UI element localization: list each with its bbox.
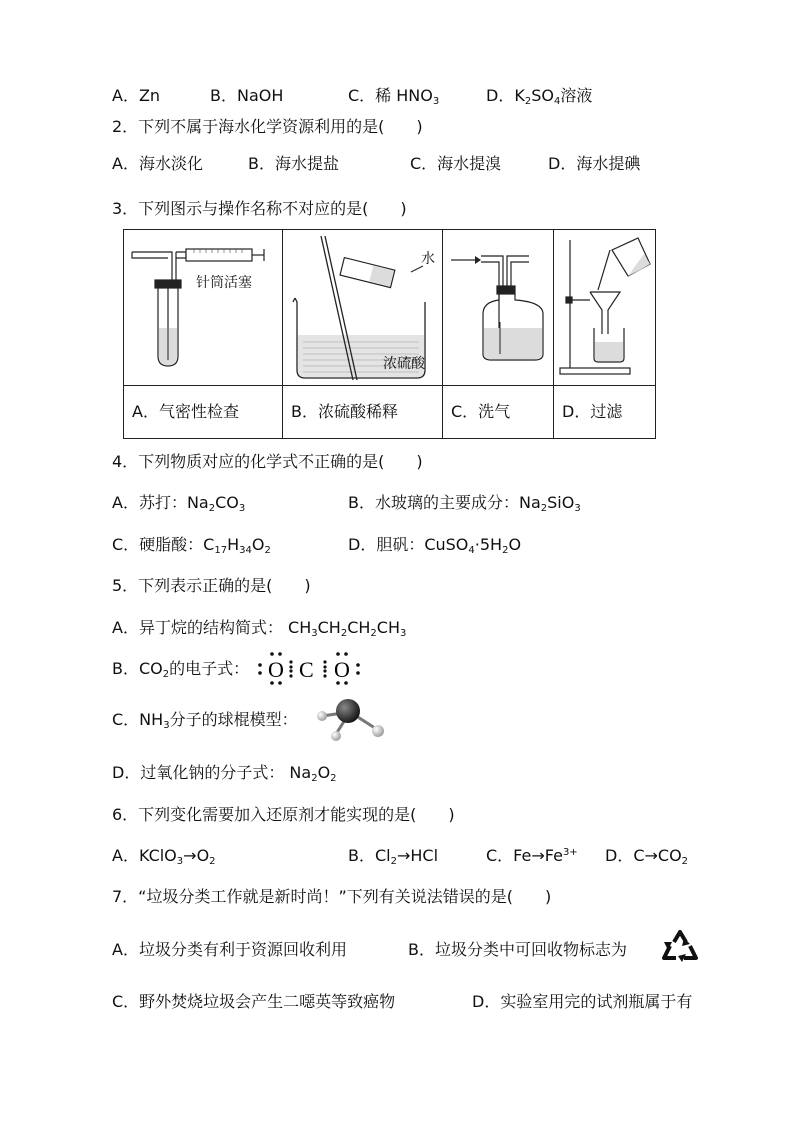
q4-option-d: D．胆矾：$CuSO_4\cdot 5H_2O$ <box>348 535 522 556</box>
oxygen-right: O <box>334 657 350 682</box>
q3-stem: 3．下列图示与操作名称不对应的是( ) <box>112 199 407 218</box>
caption-c: C．洗气 <box>443 385 553 438</box>
q4-stem: 4．下列物质对应的化学式不正确的是( ) <box>112 452 423 471</box>
carbon-center: C <box>299 657 314 682</box>
apparatus-a-cell <box>124 230 283 439</box>
q1-option-c: C．稀 $HNO_3$ <box>348 86 440 107</box>
recycle-icon <box>660 928 700 966</box>
q4-option-c: C．硬脂酸：$C_{17}H_{34}O_2$ <box>112 535 271 556</box>
q7-option-d: D．实验室用完的试剂瓶属于有 <box>472 992 693 1011</box>
q2-stem: 2．下列不属于海水化学资源利用的是( ) <box>112 117 423 136</box>
q6-option-a: A．$KClO_3\to O_2$ <box>112 846 216 867</box>
q1-option-b: B．NaOH <box>210 86 284 105</box>
filtration-diagram <box>554 230 655 385</box>
co2-electron-formula <box>254 650 364 688</box>
apparatus-d-cell <box>554 230 656 439</box>
q2-option-c: C．海水提溴 <box>410 154 502 173</box>
q1-option-d: D．$K_2SO_4$溶液 <box>486 86 593 107</box>
q6-stem: 6．下列变化需要加入还原剂才能实现的是( ) <box>112 805 455 824</box>
q4-option-b: B．水玻璃的主要成分：$Na_2SiO_3$ <box>348 493 581 514</box>
q6-option-b: B．$Cl_2\to HCl$ <box>348 846 439 867</box>
q3-apparatus-table <box>123 229 656 439</box>
apparatus-b-cell <box>283 230 443 439</box>
q7-option-a: A．垃圾分类有利于资源回收利用 <box>112 940 347 959</box>
caption-b: B．浓硫酸稀释 <box>283 385 442 438</box>
q7-option-b: B．垃圾分类中可回收物标志为 <box>408 940 627 959</box>
airtightness-check-diagram <box>124 230 282 385</box>
syringe-label: 针筒活塞 <box>196 275 252 291</box>
q6-option-c: C．$Fe\to Fe^{3+}$ <box>486 846 578 865</box>
q1-option-a: A．Zn <box>112 86 161 105</box>
q2-option-a: A．海水淡化 <box>112 154 203 173</box>
caption-a: A．气密性检查 <box>124 385 282 438</box>
water-label: 水 <box>421 251 435 267</box>
nh3-ball-stick-model <box>312 694 392 746</box>
q7-stem: 7．“垃圾分类工作就是新时尚！”下列有关说法错误的是( ) <box>112 887 552 906</box>
gas-washing-diagram <box>443 230 553 385</box>
caption-d: D．过滤 <box>554 385 655 438</box>
q7-option-c: C．野外焚烧垃圾会产生二噁英等致癌物 <box>112 992 396 1011</box>
oxygen-left: O <box>268 657 284 682</box>
q2-option-d: D．海水提碘 <box>548 154 641 173</box>
q4-option-a: A．苏打：$Na_2CO_3$ <box>112 493 246 514</box>
q6-option-d: D．$C\to CO_2$ <box>605 846 689 867</box>
apparatus-c-cell <box>443 230 554 439</box>
acid-label: 浓硫酸 <box>383 356 425 372</box>
q5-stem: 5．下列表示正确的是( ) <box>112 576 311 595</box>
q2-option-b: B．海水提盐 <box>248 154 339 173</box>
